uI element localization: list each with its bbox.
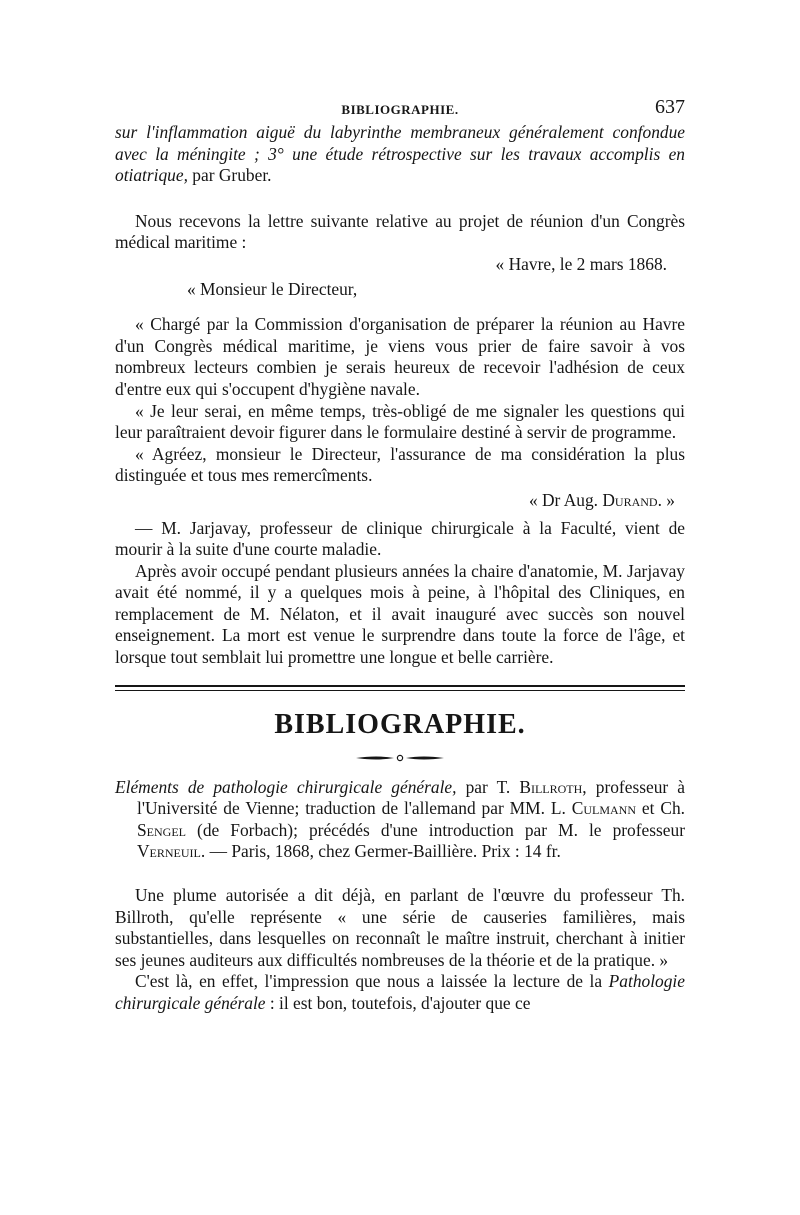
bibliography-entry (115, 777, 685, 863)
review-book-title: Pathologie chirurgicale générale (115, 971, 685, 1013)
running-title: BIBLIOGRAPHIE. (341, 102, 459, 117)
letter-paragraph: « Agréez, monsieur le Directeur, l'assurance de ma considération la plus distinguée et tous mes remercîments. (115, 443, 685, 486)
bibliography-book-title: Eléments de pathologie chirurgicale générale, (115, 776, 457, 797)
bibliography-translator: Sengel (137, 819, 186, 840)
news-paragraph: Après avoir occupé pendant plusieurs années la chaire d'anatomie, M. Jarjavay avait été nommé, il y a quelques mois à peine, à l'hôpital des Cliniques, en remplacement de M. Nélaton, et il avait inauguré avec succès son nouvel enseignement. La mort est venue le surprendre dans toute la force de l'âge, et lorsque tout semblait lui promettre une longue et belle carrière. (115, 560, 685, 668)
ornament-divider (354, 753, 446, 763)
bibliography-text: , professeur à l'Université de Vienne; traduction de l'allemand par MM. L. (137, 776, 686, 819)
intro-paragraph (115, 122, 685, 187)
letter-place-date: « Havre, le 2 mars 1868. (495, 253, 667, 274)
intro-italic-text: sur l'inflammation aiguë du labyrinthe membraneux généralement confondue avec la méningite ; 3° une étude rétrospective sur les travaux accomplis en otiatrique, (115, 122, 685, 186)
signature-suffix: . » (657, 489, 675, 510)
review-paragraph: Une plume autorisée a dit déjà, en parlant de l'œuvre du professeur Th. Billroth, qu'elle représente « une série de causeries familières, mais substantielles, dans lesquelles on reconnaît le maître instruit, cherchant à initier ses jeunes auditeurs aux difficultés nombreuses de la théorie et de la pratique. » (115, 885, 685, 970)
running-header (115, 96, 685, 122)
intro-author-text: par Gruber. (187, 165, 272, 186)
letter-intro: Nous recevons la lettre suivante relative au projet de réunion d'un Congrès médical maritime : (115, 210, 685, 253)
bibliography-text: (de Forbach); précédés d'une introduction par M. le professeur (186, 819, 685, 840)
section-divider (115, 685, 685, 691)
letter-paragraph: « Chargé par la Commission d'organisation de préparer la réunion au Havre d'un Congrès médical maritime, je viens vous prier de faire savoir à vos nombreux lecteurs combien je serais heureux de recevoir l'adhésion de ceux d'entre eux qui s'occupent d'hygiène navale. (115, 314, 685, 399)
bibliography-author: Billroth (519, 776, 583, 797)
page-number: 637 (655, 96, 685, 118)
review-text: : il est bon, toutefois, d'ajouter que ce (265, 993, 531, 1013)
signature-name: Durand (602, 489, 658, 510)
review-paragraph (115, 971, 685, 1014)
section-title: BIBLIOGRAPHIE. (274, 708, 526, 740)
bibliography-text: . — Paris, 1868, chez Germer-Baillière. Prix : 14 fr. (200, 841, 561, 862)
signature-prefix: « Dr Aug. (528, 489, 603, 510)
bibliography-text: par T. (456, 776, 520, 797)
page (115, 96, 685, 1015)
bibliography-text: et Ch. (636, 798, 686, 819)
review-text: C'est là, en effet, l'impression que nous a laissée la lecture de la (135, 971, 609, 992)
bibliography-introducer: Verneuil (137, 841, 201, 862)
letter-salutation: « Monsieur le Directeur, (187, 278, 358, 299)
news-paragraph: — M. Jarjavay, professeur de clinique chirurgicale à la Faculté, vient de mourir à la suite d'une courte maladie. (115, 517, 685, 560)
letter-signature (115, 490, 675, 512)
letter-paragraph: « Je leur serai, en même temps, très-obligé de me signaler les questions qui leur paraîtraient devoir figurer dans le formulaire destiné à servir de programme. (115, 400, 685, 443)
bibliography-translator: Culmann (571, 798, 636, 819)
